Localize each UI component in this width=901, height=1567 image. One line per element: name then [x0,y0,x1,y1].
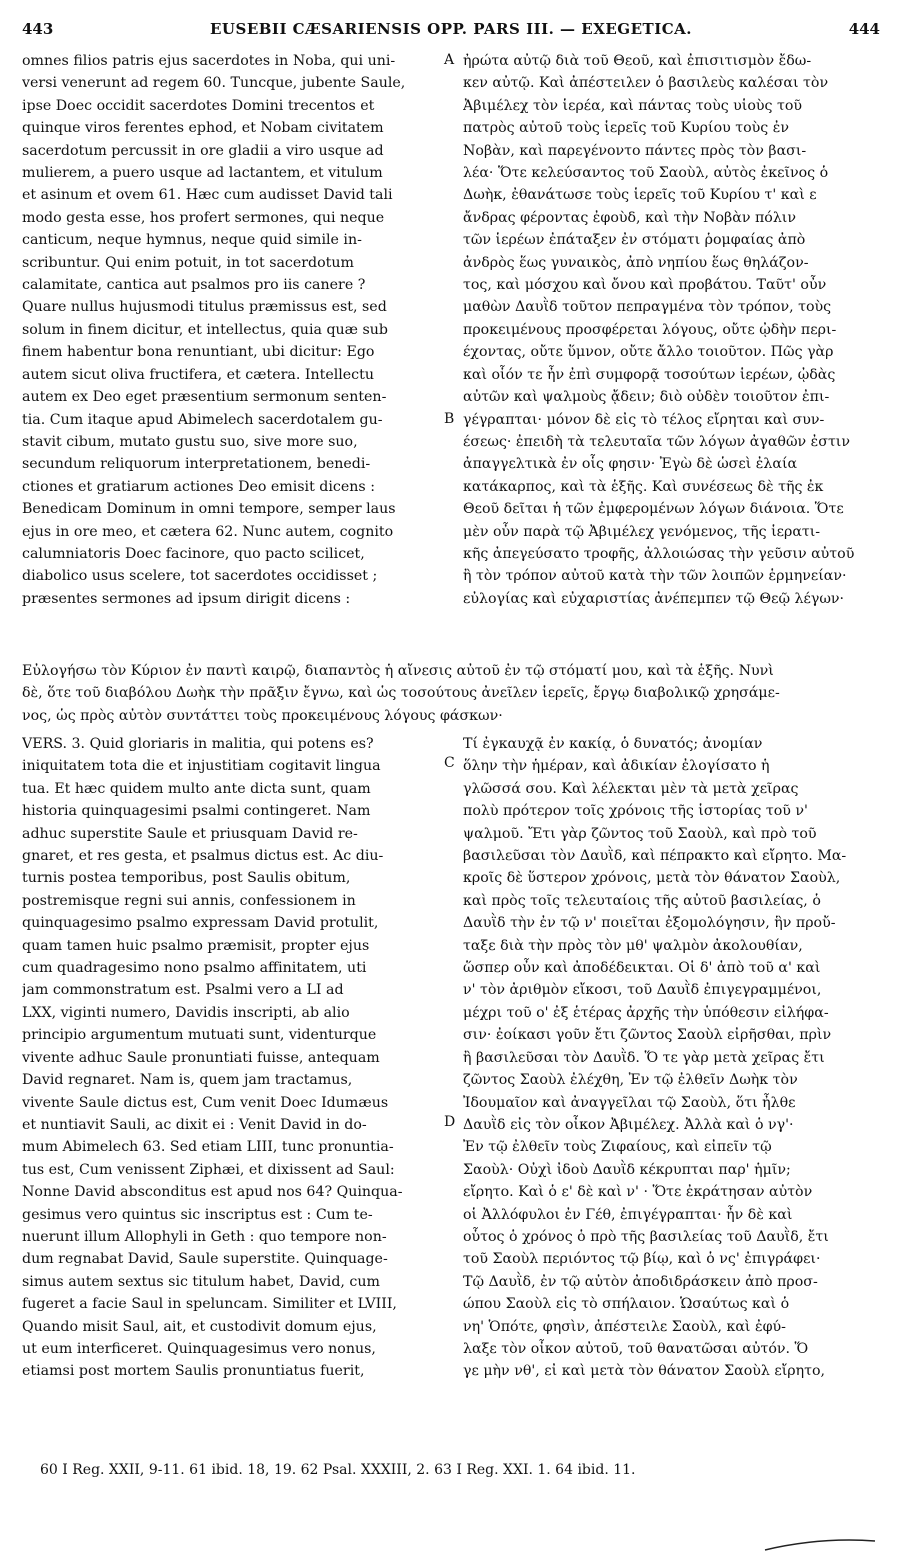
greek-line: ζῶντος Σαοὺλ ἐλέχθη, Ἐν τῷ ἐλθεῖν Δωὴκ τὸν [463,1072,798,1089]
latin-line: solum in finem dicitur, et intellectus, quia quæ sub [22,321,389,338]
greek-line: αὐτῶν καὶ ψαλμοὺς ᾄδειν; διὸ οὐδὲν τοιοῦτον ἐπι- [463,389,830,406]
latin-line: ut eum interficeret. Quinquagesimus vero nonus, [22,1340,376,1357]
latin-line: ipse Doec occidit sacerdotes Domini trecentos et [22,97,375,114]
latin-line: tua. Et hæc quidem multo ante dicta sunt, quam [22,780,371,797]
greek-column-bottom [463,733,881,1383]
latin-line: quam tamen huic psalmo præmisit, propter ejus [22,937,370,954]
latin-line: mum Abimelech 63. Sed etiam LIII, tunc pronuntia- [22,1139,394,1156]
greek-line: μέχρι τοῦ ο' ἐξ ἑτέρας ἀρχῆς τὴν ὑπόθεσιν εἰλήφα- [463,1004,829,1021]
greek-line: λέα· Ὅτε κελεύσαντος τοῦ Σαοὺλ, αὐτὸς ἐκεῖνος ὁ [463,165,829,182]
greek-line: ἢ βασιλεῦσαι τὸν Δαυῒδ. Ὅ τε γὰρ μετὰ χεῖρας ἔτι [463,1049,825,1066]
latin-line: Quare nullus hujusmodi titulus præmissus est, sed [22,299,387,316]
greek-line: Νοβὰν, καὶ παρεγένοντο πάντες πρὸς τὸν βασι- [463,142,807,159]
greek-line: μὲν οὖν παρὰ τῷ Ἀβιμέλεχ γενόμενος, τῆς ἱερατι- [463,523,821,540]
latin-line: quinque viros ferentes ephod, et Nobam civitatem [22,120,384,137]
greek-line: γλῶσσά σου. Καὶ λέλεκται μὲν τὰ μετὰ χεῖρας [463,780,799,797]
latin-line: sacerdotum percussit in ore gladii a viro usque ad [22,142,384,159]
greek-line: νη' Ὁπότε, φησὶν, ἀπέστειλε Σαοὺλ, καὶ ἐφύ- [463,1318,786,1335]
latin-line: et nuntiavit Sauli, ac dixit ei : Venit David in do- [22,1116,367,1133]
greek-line: τος, καὶ μόσχου καὶ ὄνου καὶ προβάτου. Ταῦτ' οὖν [463,277,827,294]
greek-line: ν' τὸν ἀριθμὸν εἴκοσι, τοῦ Δαυῒδ ἐπιγεγραμμένοι, [463,982,822,999]
greek-line: καὶ οἷόν τε ἦν ἐπὶ συμφορᾷ τοσούτων ἱερέων, ᾠδὰς [463,366,836,383]
latin-line: Benedicam Dominum in omni tempore, semper laus [22,501,396,518]
greek-line: εὐλογίας καὶ εὐχαριστίας ἀνέπεμπεν τῷ Θεῷ λέγων· [463,590,845,607]
latin-line: fugeret a facie Saul in speluncam. Similiter et LVIII, [22,1296,397,1313]
running-header [22,20,880,44]
latin-line: iniquitatem tota die et injustitiam cogitavit lingua [22,758,381,775]
latin-line: etiamsi post mortem Saulis pronuntiatus fuerit, [22,1363,365,1380]
greek-line: ἄνδρας φέροντας ἐφοὺδ, καὶ τὴν Νοβὰν πόλιν [463,209,796,226]
greek-line: Ἐν τῷ ἐλθεῖν τοὺς Ζιφαίους, καὶ εἰπεῖν τῷ [463,1139,772,1156]
greek-line: εἴρητο. Καὶ ὁ ε' δὲ καὶ ν' · Ὅτε ἐκράτησαν αὐτὸν [463,1184,813,1201]
greek-line: ἀπαγγελτικὰ ἐν οἷς φησιν· Ἐγὼ δὲ ὡσεὶ ἐλαία [463,456,798,473]
latin-line: mulierem, a puero usque ad lactantem, et vitulum [22,165,383,182]
latin-line: scribuntur. Qui enim potuit, in tot sacerdotum [22,254,354,271]
latin-line: quinquagesimo psalmo expressam David protulit, [22,915,379,932]
latin-line: vivente adhuc Saule pronuntiati fuisse, antequam [22,1049,380,1066]
greek-line: Ἰδουμαῖον καὶ ἀναγγεῖλαι τῷ Σαοὺλ, ὅτι ἦλθε [463,1094,796,1111]
greek-line: Ἀβιμέλεχ τὸν ἱερέα, καὶ πάντας τοὺς υἱοὺς τοῦ [463,97,802,114]
greek-line: ταξε διὰ τὴν πρὸς τὸν μθ' ψαλμὸν ἀκολουθίαν, [463,937,803,954]
greek-line: Τί ἐγκαυχᾷ ἐν κακίᾳ, ὁ δυνατός; ἀνομίαν [463,736,763,752]
greek-line: Δαυῒδ τὴν ἐν τῷ ν' ποιεῖται ἐξομολόγησιν, ἣν προὔ- [463,915,836,932]
latin-line: modo gesta esse, hos profert sermones, qui neque [22,209,385,226]
latin-line: postremisque regni sui annis, confessionem in [22,892,356,909]
greek-line: κατάκαρπος, καὶ τὰ ἑξῆς. Καὶ συνέσεως δὲ τῆς ἐκ [463,478,824,495]
greek-line: σιν· ἐοίκασι γοῦν ἔτι ζῶντος Σαοὺλ εἰρῆσθαι, πρὶν [463,1027,832,1044]
greek-line: ἠρώτα αὐτῷ διὰ τοῦ Θεοῦ, καὶ ἐπισιτισμὸν ἔδω- [463,53,812,69]
latin-line: David regnaret. Nam is, quem jam tractamus, [22,1072,353,1089]
margin-marker-d: D [444,1114,456,1130]
greek-line: πατρὸς αὐτοῦ τοὺς ἱερεῖς τοῦ Κυρίου τοὺς ἐν [463,120,789,137]
latin-line: calumniatoris Doec facinore, quo pacto scilicet, [22,545,365,562]
ink-stroke-mark [760,1535,880,1555]
footnotes: 60 I Reg. XXII, 9-11. 61 ibid. 18, 19. 62 Psal. XXXIII, 2. 63 I Reg. XXI. 1. 64 ibid. 11. [40,1462,636,1478]
greek-line: Δωὴκ, ἐθανάτωσε τοὺς ἱερεῖς τοῦ Κυρίου τ' καὶ ε [463,187,817,204]
greek-line: ψαλμοῦ. Ἔτι γὰρ ζῶντος τοῦ Σαοὺλ, καὶ πρὸ τοῦ [463,825,817,842]
latin-line: gnaret, et res gesta, et psalmus dictus est. Ac diu- [22,848,384,865]
latin-line: præsentes sermones ad ipsum dirigit dicens : [22,590,351,607]
greek-line: κροῖς δὲ ὕστερον χρόνοις, μετὰ τὸν θάνατον Σαοὺλ, [463,870,841,887]
greek-line: Τῷ Δαυῒδ, ἐν τῷ αὐτὸν ἀποδιδράσκειν ἀπὸ προσ- [463,1273,818,1290]
greek-line: προκειμένους προσφέρεται λόγους, οὔτε ᾠδὴν περι- [463,321,837,338]
greek-line: έχοντας, οὔτε ὕμνον, οὔτε ἄλλο τοιοῦτον. Πῶς γὰρ [463,344,834,361]
latin-line: Nonne David absconditus est apud nos 64? Quinqua- [22,1184,403,1201]
greek-column-top [463,50,881,610]
latin-line: VERS. 3. Quid gloriaris in malitia, qui potens es? [22,736,374,752]
full-width-line: νος, ὡς πρὸς αὐτὸν συντάττει τοὺς προκειμένους λόγους φάσκων· [22,707,503,724]
latin-line: gesimus vero quintus sic inscriptus est : Cum te- [22,1206,373,1223]
latin-line: secundum reliquorum interpretationem, benedi- [22,456,371,473]
latin-line: stavit cibum, mutato gustu suo, sive more suo, [22,433,358,450]
latin-line: autem ex Deo eget præsentium sermonum senten- [22,389,387,406]
latin-line: finem habentur bona renuntiant, ubi dicitur: Ego [22,344,375,361]
greek-line: πολὺ πρότερον τοῖς χρόνοις τῆς ἱστορίας τοῦ ν' [463,803,808,820]
latin-line: jam commonstratum est. Psalmi vero a LI ad [22,982,344,999]
greek-line: λαξε τὸν οἶκον αὐτοῦ, τοῦ θανατῶσαι αὐτόν. Ὅ [463,1340,809,1357]
page-number-right: 444 [848,20,880,38]
greek-line: Θεοῦ δεῖται ἡ τῶν ἐμφερομένων λόγων διάνοια. Ὅτε [463,501,844,518]
latin-line: historia quinquagesimi psalmi contingeret. Nam [22,803,371,820]
latin-line: versi venerunt ad regem 60. Tuncque, jubente Saule, [22,75,406,92]
full-width-line: δὲ, ὅτε τοῦ διαβόλου Δωὴκ τὴν πρᾶξιν ἔγνω, καὶ ὡς τοσούτους ἀνεῖλεν ἱερεῖς, ἔργῳ διαβολικῷ χρησάμε- [22,685,780,702]
greek-line: μαθὼν Δαυῒδ τοῦτον πεπραγμένα τὸν τρόπον, τοὺς [463,299,832,316]
latin-line: dum regnabat David, Saule superstite. Quinquage- [22,1251,388,1268]
latin-line: simus autem sextus sic titulum habet, David, cum [22,1273,380,1290]
greek-line: κεν αὐτῷ. Καὶ ἀπέστειλεν ὁ βασιλεὺς καλέσαι τὸν [463,75,829,92]
margin-marker-a: A [444,52,455,68]
greek-line: γε μὴν νθ', εἰ καὶ μετὰ τὸν θάνατον Σαοὺλ εἴρητο, [463,1363,826,1380]
page-number-left: 443 [22,20,54,38]
latin-line: nuerunt illum Allophyli in Geth : quo tempore non- [22,1228,387,1245]
latin-line: autem sicut oliva fructifera, et cætera. Intellectu [22,366,374,383]
margin-marker-b: B [444,411,455,427]
latin-line: omnes filios patris ejus sacerdotes in Noba, qui uni- [22,53,396,69]
latin-line: canticum, neque hymnus, neque quid simile in- [22,232,362,249]
full-width-line: Εὐλογήσω τὸν Κύριον ἐν παντὶ καιρῷ, διαπαντὸς ἡ αἴνεσις αὐτοῦ ἐν τῷ στόματί μου, καὶ τὰ ἑξῆς. Νυνὶ [22,663,774,679]
greek-line: Δαυῒδ εἰς τὸν οἶκον Ἀβιμέλεχ. Ἀλλὰ καὶ ὁ νγ'· [463,1116,794,1133]
greek-line: ἢ τὸν τρόπον αὐτοῦ κατὰ τὴν τῶν λοιπῶν ἑρμηνείαν· [463,568,847,585]
latin-line: tus est, Cum venissent Ziphæi, et dixissent ad Saul: [22,1161,395,1178]
latin-line: Quando misit Saul, ait, et custodivit domum ejus, [22,1318,377,1335]
greek-line: οἱ Ἀλλόφυλοι ἐν Γέθ, ἐπιγέγραπται· ἦν δὲ καὶ [463,1206,793,1223]
greek-line: τοῦ Σαοὺλ περιόντος τῷ βίῳ, καὶ ὁ νς' ἐπιγράφει· [463,1251,821,1268]
greek-line: ὅλην τὴν ἡμέραν, καὶ ἀδικίαν ἐλογίσατο ἡ [463,758,770,775]
greek-line: κῆς ἀπεγεύσατο τροφῆς, ἀλλοιώσας τὴν γεῦσιν αὐτοῦ [463,545,855,562]
latin-line: principio argumentum mutuati sunt, videnturque [22,1027,377,1044]
greek-line: ὥσπερ οὖν καὶ ἀποδέδεικται. Οἱ δ' ἀπὸ τοῦ α' καὶ [463,960,821,977]
latin-line: tia. Cum itaque apud Abimelech sacerdotalem gu- [22,411,383,428]
latin-line: calamitate, cantica aut psalmos pro iis canere ? [22,277,366,294]
running-title: EUSEBII CÆSARIENSIS OPP. PARS III. — EXEGETICA. [209,20,693,38]
latin-line: et asinum et ovem 61. Hæc cum audisset David tali [22,187,393,204]
latin-line: LXX, viginti numero, Davidis inscripti, ab alio [22,1004,350,1021]
latin-line: diabolico usus scelere, tot sacerdotes occidisset ; [22,568,378,585]
greek-line: Σαοὺλ· Οὐχὶ ἰδοὺ Δαυῒδ κέκρυπται παρ' ἡμῖν; [463,1161,791,1178]
greek-line: τῶν ἱερέων ἐπάταξεν ἐν στόματι ῥομφαίας ἀπὸ [463,232,806,249]
greek-line: βασιλεῦσαι τὸν Δαυῒδ, καὶ πέπρακτο καὶ εἴρητο. Μα- [463,848,847,865]
margin-marker-c: C [444,755,455,771]
latin-column-bottom [22,733,438,1383]
latin-line: ctiones et gratiarum actiones Deo emisit dicens : [22,478,375,495]
greek-line: ἀνδρὸς ἕως γυναικὸς, ἀπὸ νηπίου ἕως θηλάζον- [463,254,809,271]
full-width-passage [22,660,881,727]
latin-column-top [22,50,438,610]
latin-line: adhuc superstite Saule et priusquam David re- [22,825,358,842]
greek-line: ώπου Σαοὺλ εἰς τὸ σπήλαιον. Ὡσαύτως καὶ ὁ [463,1296,790,1313]
greek-line: έσεως· ἐπειδὴ τὰ τελευταῖα τῶν λόγων ἀγαθῶν ἐστιν [463,433,850,450]
latin-line: ejus in ore meo, et cætera 62. Nunc autem, cognito [22,523,394,540]
greek-line: οὗτος ὁ χρόνος ὁ πρὸ τῆς βασιλείας τοῦ Δαυῒδ, ἔτι [463,1228,829,1245]
latin-line: cum quadragesimo nono psalmo affinitatem, uti [22,960,367,977]
latin-line: vivente Saule dictus est, Cum venit Doec Idumæus [22,1094,389,1111]
latin-line: turnis postea temporibus, post Saulis obitum, [22,870,351,887]
greek-line: καὶ πρὸς τοῖς τελευταίοις τῆς αὐτοῦ βασιλείας, ὁ [463,892,821,909]
greek-line: γέγραπται· μόνον δὲ εἰς τὸ τέλος εἴρηται καὶ συν- [463,411,825,428]
